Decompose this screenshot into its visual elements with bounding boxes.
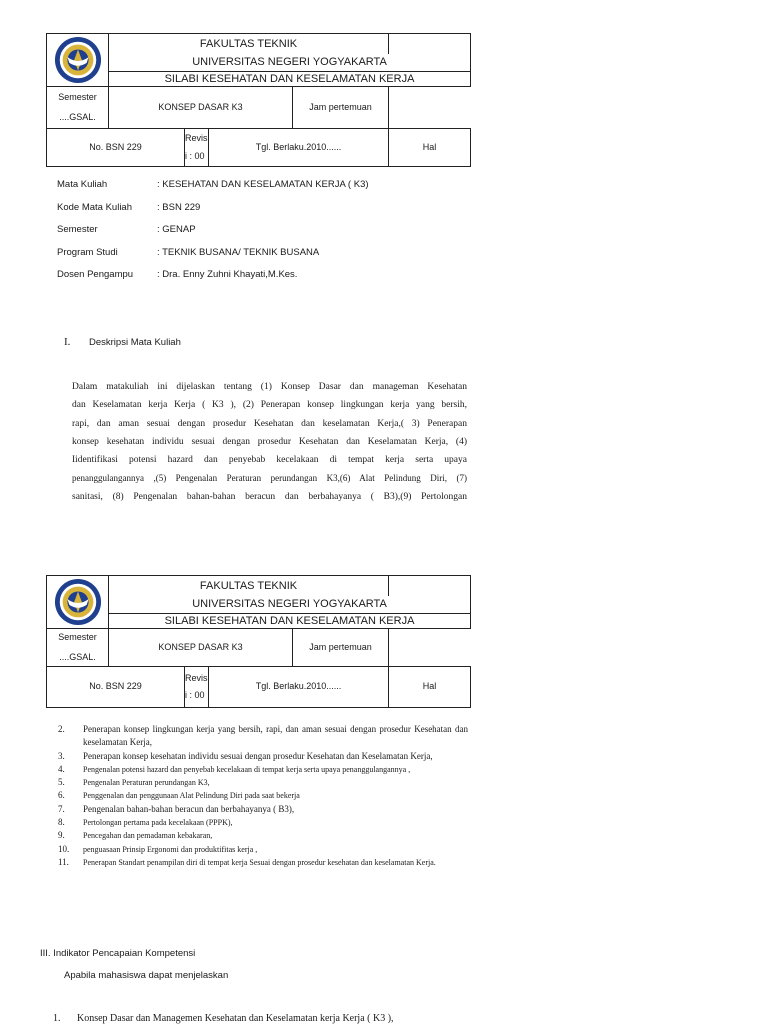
list-item: 10. penguasaan Prinsip Ergonomi dan produktifitas kerja ,: [58, 843, 258, 854]
list-item: 6. Penggenalan dan penggunaan Alat Pelindung Diri pada saat bekerja: [58, 790, 300, 801]
code-cell: No. BSN 229: [47, 129, 185, 167]
faculty-title: FAKULTAS TEKNIK: [109, 576, 389, 596]
revision-line-1: Revis: [185, 672, 208, 683]
meeting-cell: Jam pertemuan: [293, 629, 389, 667]
semester-cell: [47, 87, 109, 129]
semester-label: Semester: [58, 632, 97, 643]
valid-date-cell: Tgl. Berlaku.2010......: [209, 129, 389, 167]
list-item: 7. Pengenalan bahan-bahan beracun dan berbahayanya ( B3),: [58, 803, 295, 814]
semester-cell: [47, 629, 109, 667]
list-item: 11. Penerapan Standart penampilan diri di tempat kerja Sesuai dengan prosedur kesehatan dan keselamatan Kerja.: [58, 856, 436, 867]
semester-value: ....GSAL.: [59, 112, 96, 123]
course-info-row: Program Studi : TEKNIK BUSANA/ TEKNIK BUSANA: [57, 246, 320, 258]
list-item: 8. Pertolongan pertama pada kecelakaan (PPPK),: [58, 817, 233, 828]
syllabus-title: SILABI KESEHATAN DAN KESELAMATAN KERJA: [109, 614, 471, 629]
university-logo: [47, 34, 109, 87]
course-info: [57, 174, 369, 287]
description-line: rapi, dan aman sesuai dengan prosedur Kesehatan dan keselamatan Kerja,( 3) Penerapan: [72, 418, 467, 429]
indicator-item: [53, 1013, 394, 1024]
revision-cell: [185, 129, 209, 167]
indicator-number: 1.: [53, 1013, 61, 1024]
list-item: 5. Pengenalan Peraturan perundangan K3,: [58, 777, 210, 788]
description-line: penanggulangannya ,(5) Pengenalan Peraturan perundangan K3,(6) Alat Pelindung Diri, (7): [72, 473, 467, 484]
list-item: 2. Penerapan konsep lingkungan kerja yang bersih, rapi, dan aman sesuai dengan prosedur Kesehatan dan keselamatan Kerja,: [58, 724, 468, 748]
document-header-2: [46, 575, 471, 708]
university-title: UNIVERSITAS NEGERI YOGYAKARTA: [109, 596, 471, 614]
topic-cell: KONSEP DASAR K3: [109, 629, 293, 667]
section-1-title: Deskripsi Mata Kuliah: [89, 337, 181, 348]
revision-line-2: i : 00: [185, 150, 205, 161]
topic-cell: KONSEP DASAR K3: [109, 87, 293, 129]
course-info-row: Mata Kuliah : KESEHATAN DAN KESELAMATAN KERJA ( K3): [57, 179, 369, 190]
section-1-heading: [64, 336, 181, 348]
description-line: sanitasi, (8) Pengenalan bahan-bahan beracun dan berbahayanya ( B3),(9) Pertolongan: [72, 491, 467, 502]
indicator-text: Konsep Dasar dan Managemen Kesehatan dan Keselamatan kerja Kerja ( K3 ),: [77, 1013, 394, 1024]
faculty-title: FAKULTAS TEKNIK: [109, 34, 389, 54]
revision-line-1: Revis: [185, 133, 208, 144]
course-info-row: Semester : GENAP: [57, 224, 196, 235]
revision-line-2: i : 00: [185, 690, 205, 701]
document-header-1: [46, 33, 471, 167]
section-3-subtitle: Apabila mahasiswa dapat menjelaskan: [64, 970, 229, 981]
semester-value: ....GSAL.: [59, 651, 96, 662]
description-line: konsep kesehatan individu sesuai dengan prosedur Kesehatan dan Keselamatan Kerja, (4): [72, 436, 467, 447]
university-seal-icon: [54, 578, 102, 626]
section-3-title: III. Indikator Pencapaian Kompetensi: [40, 948, 196, 959]
revision-cell: [185, 667, 209, 708]
topic-list: [58, 723, 468, 869]
university-seal-icon: [54, 36, 102, 84]
list-item: 9. Pencegahan dan pemadaman kebakaran,: [58, 830, 213, 841]
description-paragraph: [72, 378, 467, 506]
meeting-cell: Jam pertemuan: [293, 87, 389, 129]
course-info-row: Kode Mata Kuliah : BSN 229: [57, 201, 201, 213]
course-info-row: Dosen Pengampu : Dra. Enny Zuhni Khayati,M.Kes.: [57, 269, 298, 280]
description-line: Iidentifikasi potensi hazard dan penyebab kecelakaan di tempat kerja serta upaya: [72, 455, 467, 466]
semester-label: Semester: [58, 91, 97, 102]
valid-date-cell: Tgl. Berlaku.2010......: [209, 667, 389, 708]
page-cell: Hal: [389, 667, 471, 708]
description-line: Dalam matakuliah ini dijelaskan tentang (1) Konsep Dasar dan manageman Kesehatan: [72, 382, 467, 392]
university-title: UNIVERSITAS NEGERI YOGYAKARTA: [109, 54, 471, 72]
list-item: 4. Pengenalan potensi hazard dan penyebab kecelakaan di tempat kerja serta upaya penanggulangannya ,: [58, 763, 411, 774]
list-item: 3. Penerapan konsep kesehatan individu sesuai dengan prosedur Kesehatan dan Keselamatan Kerja,: [58, 750, 433, 761]
section-1-number: I.: [64, 336, 71, 348]
syllabus-title: SILABI KESEHATAN DAN KESELAMATAN KERJA: [109, 72, 471, 87]
code-cell: No. BSN 229: [47, 667, 185, 708]
university-logo: [47, 576, 109, 629]
description-line: dan Keselamatan kerja Kerja ( K3 ), (2) Penerapan konsep lingkungan kerja yang bersih,: [72, 400, 467, 411]
page-cell: Hal: [389, 129, 471, 167]
